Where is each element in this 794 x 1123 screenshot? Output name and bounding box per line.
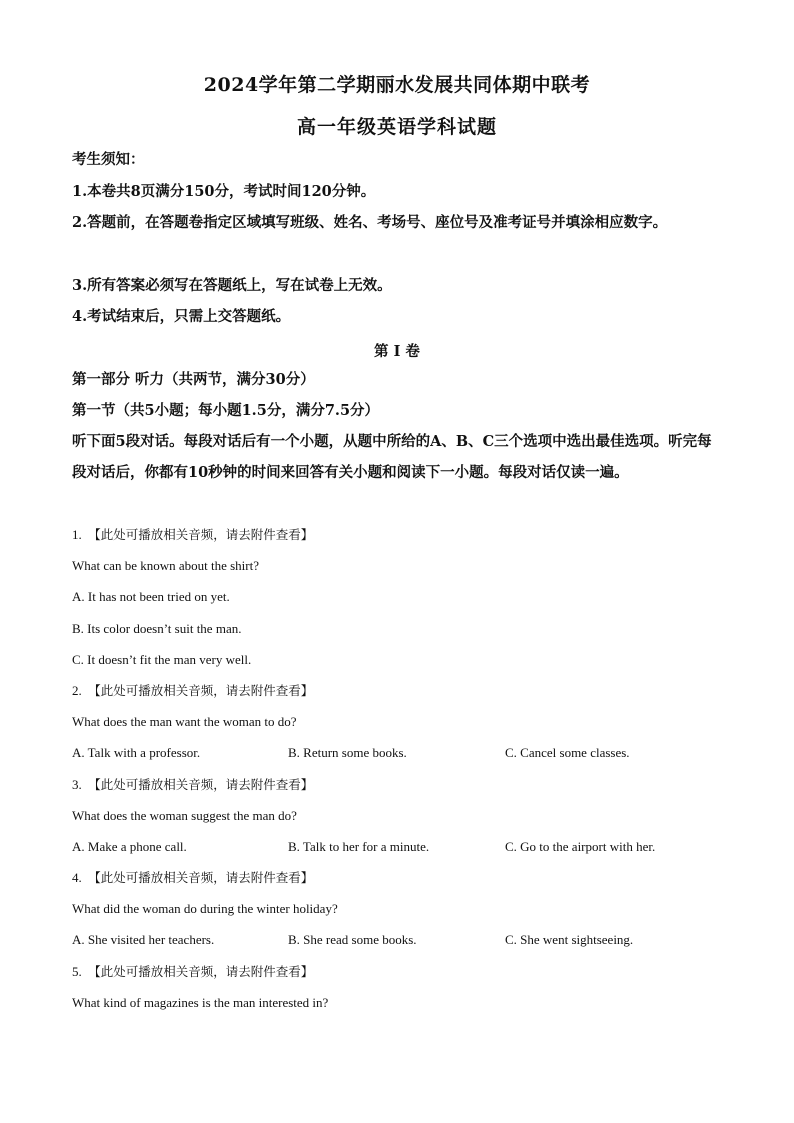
question-1-prompt: What can be known about the shirt? bbox=[72, 558, 259, 573]
question-1-option-a: A. It has not been tried on yet. bbox=[72, 589, 230, 604]
question-3-header bbox=[72, 776, 732, 794]
question-4-option-a: A. She visited her teachers. bbox=[72, 932, 215, 947]
question-number: 4. bbox=[72, 870, 82, 885]
volume-heading: 第 I 卷 bbox=[374, 343, 420, 360]
notice-item-2: 2.答题前，在答题卷指定区域填写班级、姓名、考场号、座位号及准考证号并填涂相应数字。 bbox=[72, 214, 668, 231]
audio-note: 【此处可播放相关音频，请去附件查看】 bbox=[88, 777, 314, 792]
question-5-prompt: What kind of magazines is the man interested in? bbox=[72, 995, 329, 1010]
question-2-header bbox=[72, 682, 732, 700]
question-number: 5. bbox=[72, 964, 82, 979]
question-4-header bbox=[72, 869, 732, 887]
part-heading: 第一部分 听力（共两节，满分30分） bbox=[72, 371, 315, 388]
exam-title: 2024学年第二学期丽水发展共同体期中联考 bbox=[203, 74, 591, 96]
question-4-option-b: B. She read some books. bbox=[288, 932, 417, 947]
audio-note: 【此处可播放相关音频，请去附件查看】 bbox=[88, 683, 314, 698]
audio-note: 【此处可播放相关音频，请去附件查看】 bbox=[88, 964, 314, 979]
notice-item-1: 1.本卷共8页满分150分，考试时间120分钟。 bbox=[72, 183, 376, 200]
audio-note: 【此处可播放相关音频，请去附件查看】 bbox=[88, 870, 314, 885]
question-number: 1. bbox=[72, 527, 82, 542]
question-2-prompt: What does the man want the woman to do? bbox=[72, 714, 297, 729]
question-3-option-c: C. Go to the airport with her. bbox=[505, 839, 656, 854]
question-1-option-b: B. Its color doesn’t suit the man. bbox=[72, 621, 242, 636]
notice-item-4: 4.考试结束后，只需上交答题纸。 bbox=[72, 308, 291, 325]
question-1-option-c: C. It doesn’t fit the man very well. bbox=[72, 652, 252, 667]
notice-heading: 考生须知： bbox=[72, 151, 145, 168]
listening-instructions: 听下面5段对话。每段对话后有一个小题，从题中所给的A、B、C三个选项中选出最佳选项。听完每段对话后，你都有10秒钟的时间来回答有关小题和阅读下一小题。每段对话仅读一遍。 bbox=[72, 433, 712, 481]
question-2-option-b: B. Return some books. bbox=[288, 745, 407, 760]
question-5-header bbox=[72, 963, 732, 981]
question-3-prompt: What does the woman suggest the man do? bbox=[72, 808, 297, 823]
question-3-option-a: A. Make a phone call. bbox=[72, 839, 187, 854]
question-1-header bbox=[72, 526, 732, 544]
subsection-heading: 第一节（共5小题；每小题1.5分，满分7.5分） bbox=[72, 402, 380, 419]
exam-subtitle: 高一年级英语学科试题 bbox=[296, 116, 497, 138]
question-4-option-c: C. She went sightseeing. bbox=[505, 932, 634, 947]
notice-item-3: 3.所有答案必须写在答题纸上，写在试卷上无效。 bbox=[72, 277, 392, 294]
question-4-prompt: What did the woman do during the winter holiday? bbox=[72, 901, 338, 916]
question-2-option-a: A. Talk with a professor. bbox=[72, 745, 201, 760]
question-2-option-c: C. Cancel some classes. bbox=[505, 745, 630, 760]
question-number: 3. bbox=[72, 777, 82, 792]
question-3-option-b: B. Talk to her for a minute. bbox=[288, 839, 430, 854]
question-number: 2. bbox=[72, 683, 82, 698]
audio-note: 【此处可播放相关音频，请去附件查看】 bbox=[88, 527, 314, 542]
